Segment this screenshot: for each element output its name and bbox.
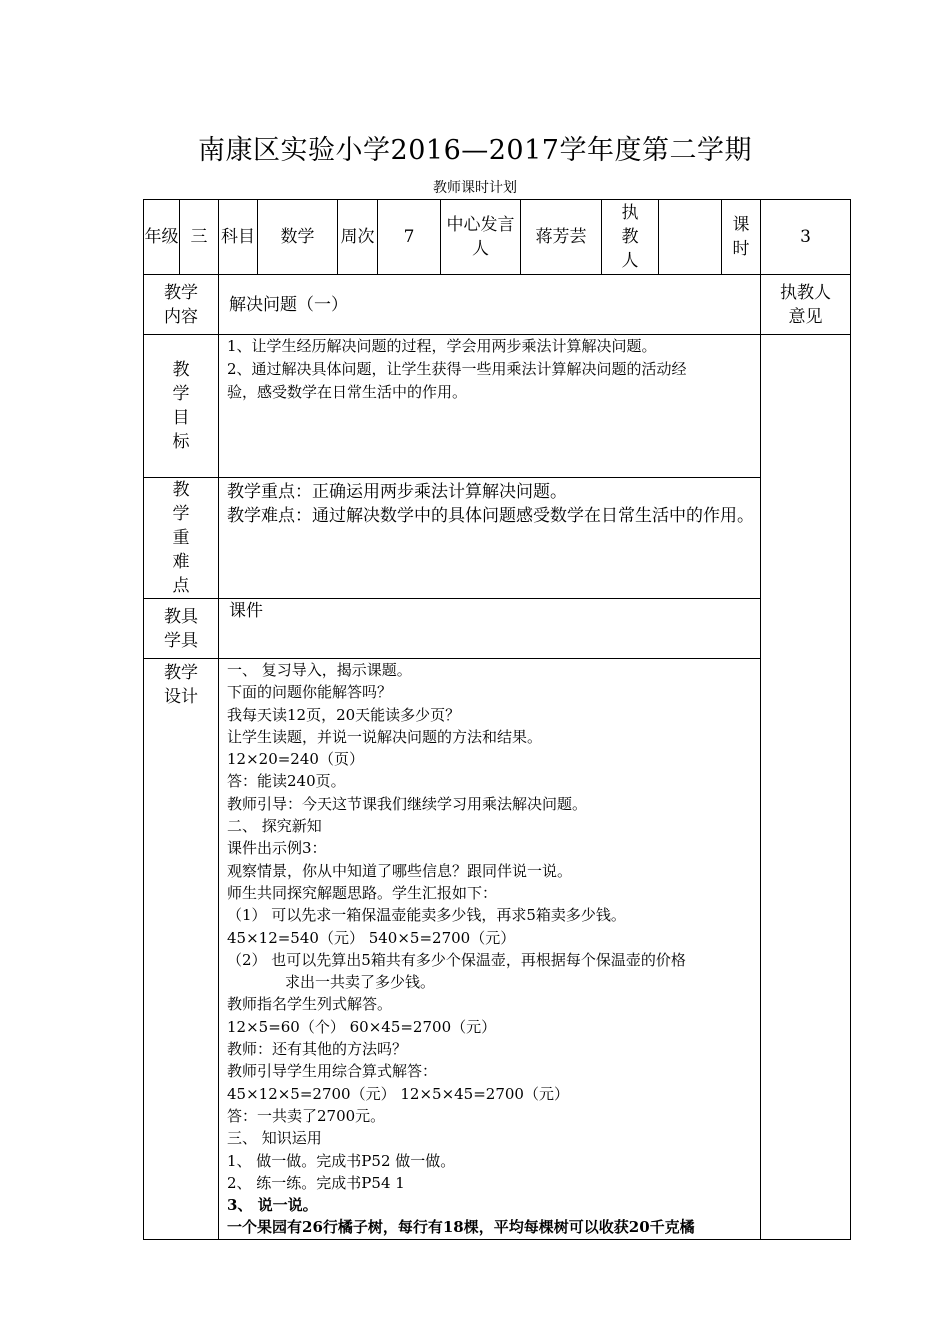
content-row [144,275,851,335]
week-value: 7 [378,200,441,275]
key-points-label: 教学重难点 [144,478,219,599]
design-line: 教师指名学生列式解答。 [227,995,393,1014]
design-line: （2） 也可以先算出5箱共有多少个保温壶，再根据每个保温壶的价格 [227,950,686,969]
speaker-label: 中心发言人 [441,200,521,275]
design-line: 教师：还有其他的方法吗？ [227,1040,408,1059]
grade-label: 年级 [144,200,180,275]
design-line: 教师引导：今天这节课我们继续学习用乘法解决问题。 [227,794,588,813]
subject-label: 科目 [219,200,258,275]
grade-value: 三 [180,200,219,275]
teacher-value [659,200,722,275]
design-row [144,659,851,1240]
goals-content [219,335,761,478]
tools-row [144,599,851,659]
period-value: 3 [761,200,851,275]
key-point-line: 教学重点：正确运用两步乘法计算解决问题。 [227,482,567,502]
goal-line: 1、让学生经历解决问题的过程，学会用两步乘法计算解决问题。 [227,337,657,355]
design-line: 师生共同探究解题思路。学生汇报如下： [227,883,498,902]
week-label: 周次 [338,200,378,275]
key-point-line: 教学难点：通过解决数学中的具体问题感受数学在日常生活中的作用。 [227,506,754,526]
document-title: 南康区实验小学2016—2017学年度第二学期 [198,135,752,166]
design-line: 课件出示例3： [227,839,327,858]
design-line: 2、 练一练。完成书P54 1 [227,1173,405,1192]
design-line: 3、 说一说。 [227,1196,318,1215]
design-line: 12×5=60（个） 60×45=2700（元） [227,1017,497,1036]
goal-line: 验，感受数学在日常生活中的作用。 [227,383,468,401]
design-line: 12×20=240（页） [227,750,364,769]
design-line: 观察情景，你从中知道了哪些信息？跟同伴说一说。 [227,861,573,880]
design-line: （1） 可以先求一箱保温壶能卖多少钱，再求5箱卖多少钱。 [227,906,626,925]
key-points-content [219,478,761,599]
content-value: 解决问题（一） [219,275,761,335]
period-label: 课时 [722,200,761,275]
info-row [144,200,851,275]
design-content [219,659,761,1240]
design-line: 教师引导学生用综合算式解答： [227,1062,438,1081]
teacher-label: 执教人 [602,200,659,275]
design-line: 下面的问题你能解答吗？ [227,683,393,702]
speaker-value: 蒋芳芸 [521,200,602,275]
design-line: 让学生读题，并说一说解决问题的方法和结果。 [227,727,543,746]
design-line: 一、 复习导入，揭示课题。 [227,661,412,679]
goal-line: 2、通过解决具体问题，让学生获得一些用乘法计算解决问题的活动经 [227,360,687,378]
design-line: 二、 探究新知 [227,817,322,836]
design-line: 答：能读240页。 [227,772,346,791]
design-label: 教学设计 [144,659,219,1240]
design-line: 45×12×5=2700（元） 12×5×45=2700（元） [227,1084,569,1103]
opinion-label: 执教人意见 [761,275,851,335]
design-line: 一个果园有26行橘子树，每行有18棵，平均每棵树可以收获20千克橘 [227,1218,695,1237]
goals-row [144,335,851,478]
tools-value: 课件 [219,599,761,659]
tools-label: 教具学具 [144,599,219,659]
design-line: 45×12=540（元） 540×5=2700（元） [227,928,516,947]
design-line: 答：一共卖了2700元。 [227,1106,386,1125]
design-line: 求出一共卖了多少钱。 [285,973,436,992]
design-line: 三、 知识运用 [227,1129,322,1148]
content-label: 教学内容 [144,275,219,335]
document-subtitle: 教师课时计划 [433,180,517,196]
subject-value: 数学 [258,200,338,275]
opinion-cell [761,335,851,1240]
goals-label: 教学目标 [144,335,219,478]
key-points-row [144,478,851,599]
design-line: 我每天读12页，20天能读多少页？ [227,705,461,724]
design-line: 1、 做一做。完成书P52 做一做。 [227,1151,456,1170]
lesson-plan-table [143,199,851,1240]
